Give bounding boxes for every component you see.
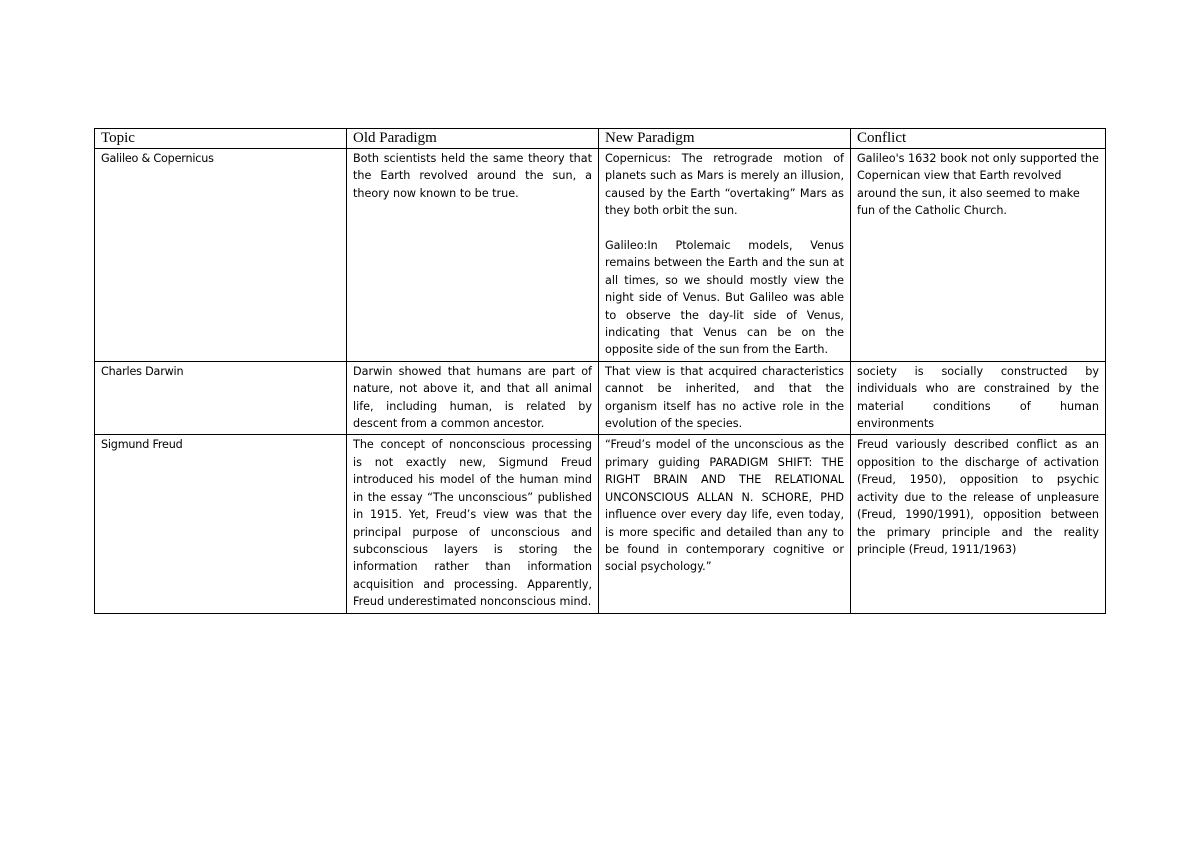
- table-header-row: [95, 129, 1106, 149]
- header-conflict: Conflict: [851, 129, 1106, 149]
- conflict-cell: Freud variously described conflict as an opposition to the discharge of activation (Freud, 1950), opposition to psychic activity due to the release of unpleasure (Freud, 1990/1991), opposition between the primary principle and the reality principle (Freud, 1911/1963): [851, 435, 1106, 613]
- new-paradigm-cell: That view is that acquired characteristics cannot be inherited, and that the organism itself has no active role in the evolution of the species.: [599, 361, 851, 435]
- header-old-paradigm: Old Paradigm: [347, 129, 599, 149]
- header-new-paradigm: New Paradigm: [599, 129, 851, 149]
- conflict-cell: society is socially constructed by individuals who are constrained by the material conditions of human environments: [851, 361, 1106, 435]
- header-topic: Topic: [95, 129, 347, 149]
- paragraph-gap: [605, 220, 844, 237]
- new-paradigm-copernicus: Copernicus: The retrograde motion of planets such as Mars is merely an illusion, caused by the Earth “overtaking” Mars as they both orbit the sun.: [605, 152, 844, 218]
- old-paradigm-cell: Both scientists held the same theory that the Earth revolved around the sun, a theory now known to be true.: [347, 149, 599, 362]
- topic-cell: Sigmund Freud: [95, 435, 347, 613]
- paradigm-table: [94, 128, 1106, 614]
- new-paradigm-galileo: Galileo:In Ptolemaic models, Venus remains between the Earth and the sun at all times, so we should mostly view the night side of Venus. But Galileo was able to observe the day-lit side of Venus, indicating that Venus can be on the opposite side of the sun from the Earth.: [605, 239, 844, 357]
- table-row: [95, 435, 1106, 613]
- table-row: [95, 149, 1106, 362]
- topic-cell: Galileo & Copernicus: [95, 149, 347, 362]
- new-paradigm-cell: “Freud’s model of the unconscious as the primary guiding PARADIGM SHIFT: THE RIGHT BRAIN AND THE RELATIONAL UNCONSCIOUS ALLAN N. SCHORE, PHD influence over every day life, even today, is more specific and detailed than any to be found in contemporary cognitive or social psychology.”: [599, 435, 851, 613]
- old-paradigm-cell: The concept of nonconscious processing is not exactly new, Sigmund Freud introduced his model of the human mind in the essay “The unconscious” published in 1915. Yet, Freud’s view was that the principal purpose of unconscious and subconscious layers is storing the information rather than information acquisition and processing. Apparently, Freud underestimated nonconscious mind.: [347, 435, 599, 613]
- table-row: [95, 361, 1106, 435]
- old-paradigm-cell: Darwin showed that humans are part of nature, not above it, and that all animal life, including human, is related by descent from a common ancestor.: [347, 361, 599, 435]
- conflict-cell: Galileo's 1632 book not only supported the Copernican view that Earth revolved around the sun, it also seemed to make fun of the Catholic Church.: [851, 149, 1106, 362]
- topic-cell: Charles Darwin: [95, 361, 347, 435]
- new-paradigm-cell: [599, 149, 851, 362]
